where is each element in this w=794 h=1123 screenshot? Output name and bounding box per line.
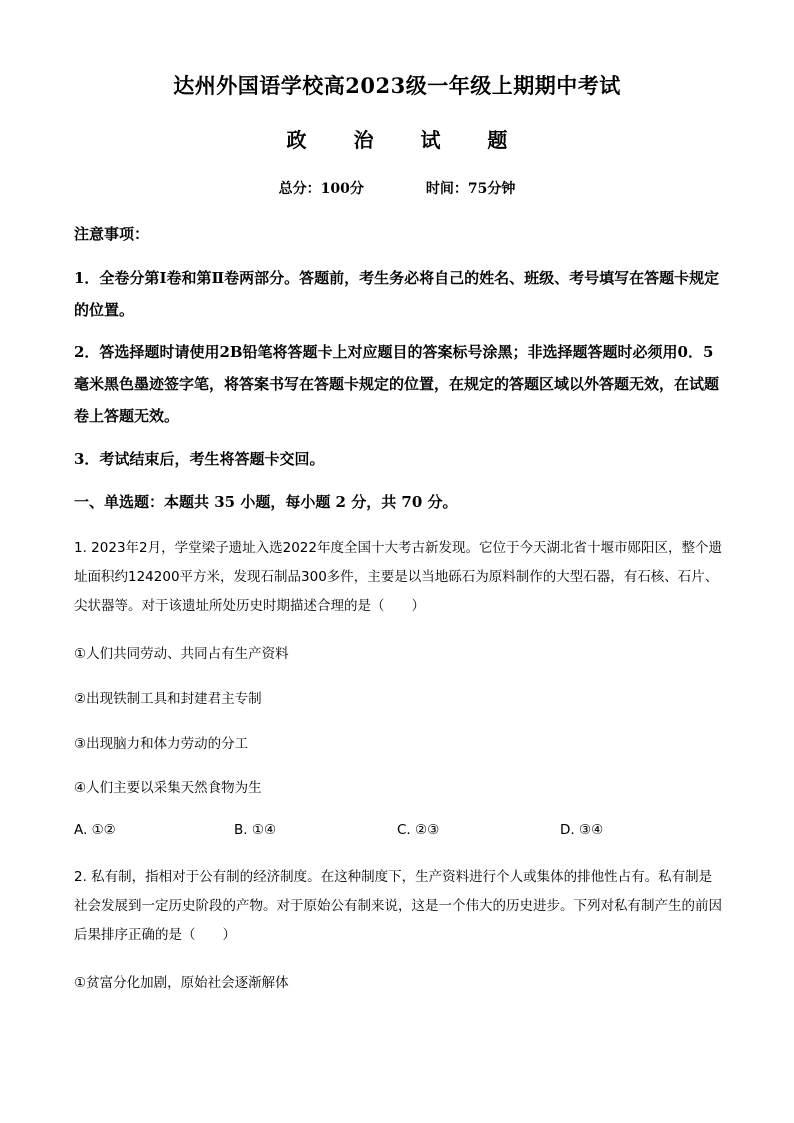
question-1-stem: 1. 2023年2月，学堂梁子遗址入选2022年度全国十大考古新发现。它位于今天湖北省十堰市郧阳区，整个遗址面积约124200平方米，发现石制品300多件，主要是以当地砾石为原料制作的大型石器，有石核、石片、尖状器等。对于该遗址所处历史时期描述合理的是（ ） [74, 540, 722, 614]
question-1-statement-1: ①人们共同劳动、共同占有生产资料 [74, 646, 289, 662]
question-1-statement-3: ③出现脑力和体力劳动的分工 [74, 736, 249, 752]
notice-item-3: 3．考试结束后，考生将答题卡交回。 [74, 450, 325, 468]
section-heading: 一、单选题：本题共 35 小题，每小题 2 分，共 70 分。 [74, 493, 458, 511]
notice-item-2: 2．答选择题时请使用2B铅笔将答题卡上对应题目的答案标号涂黑；非选择题答题时必须用0．5毫米黑色墨迹签字笔，将答案书写在答题卡规定的位置，在规定的答题区域以外答题无效，在试题卷上答题无效。 [74, 343, 720, 425]
question-1-statement-2: ②出现铁制工具和封建君主专制 [74, 691, 262, 707]
question-2-statement-1: ①贫富分化加剧，原始社会逐渐解体 [74, 975, 289, 991]
total-score: 总分：100分 [278, 181, 364, 197]
option-d: D. ③④ [560, 822, 604, 838]
question-2-stem: 2. 私有制，指相对于公有制的经济制度。在这种制度下，生产资料进行个人或集体的排他性占有。私有制是社会发展到一定历史阶段的产物。对于原始公有制来说，这是一个伟大的历史进步。下列对私有制产生的前因后果排序正确的是（ ） [74, 869, 722, 943]
notice-item-1: 1．全卷分第Ⅰ卷和第Ⅱ卷两部分。答题前，考生务必将自己的姓名、班级、考号填写在答题卡规定的位置。 [74, 269, 720, 319]
option-c: C. ②③ [397, 822, 440, 838]
exam-time: 时间：75分钟 [425, 181, 516, 197]
exam-title: 达州外国语学校高2023级一年级上期期中考试 [173, 73, 621, 98]
question-1-statement-4: ④人们主要以采集天然食物为生 [74, 780, 262, 796]
option-a: A. ①② [74, 822, 116, 838]
exam-meta [0, 178, 794, 198]
subject-title: 政 治 试 题 [286, 128, 528, 152]
option-b: B. ①④ [234, 822, 277, 838]
notice-heading: 注意事项： [74, 225, 150, 243]
